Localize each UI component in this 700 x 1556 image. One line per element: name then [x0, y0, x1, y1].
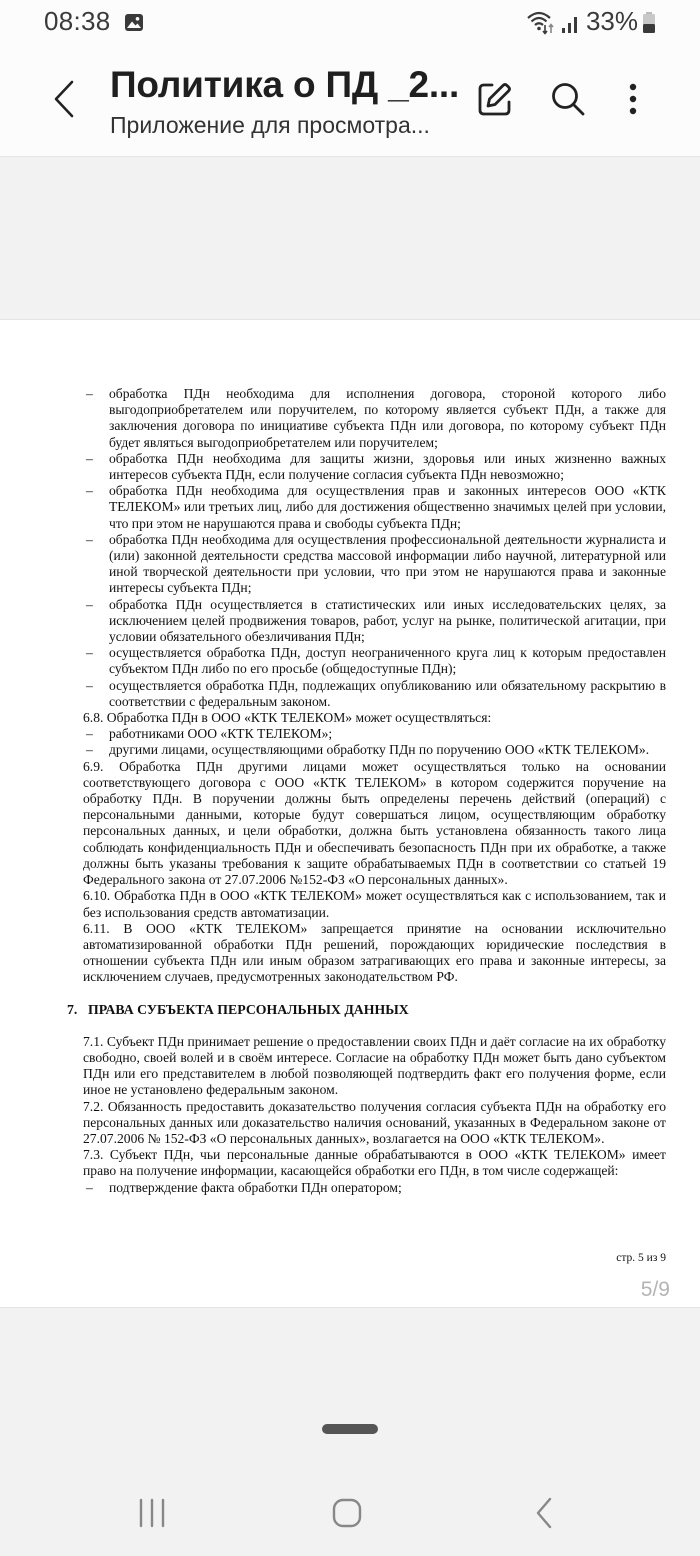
navigation-bar	[0, 1470, 700, 1556]
document-title: Политика о ПД _2...	[110, 64, 460, 105]
list-item: – обработка ПДн необходима для защиты жизни, здоровья или иных жизненно важных интересов субъекта ПДн, если получение согласия субъекта ПДн невозможно;	[86, 450, 666, 483]
section-heading: 7. ПРАВА СУБЪЕКТА ПЕРСОНАЛЬНЫХ ДАННЫХ	[67, 1001, 409, 1017]
home-button[interactable]	[317, 1490, 377, 1536]
numbered-paragraph-6-10: 6.10. Обработка ПДн в ООО «КТК ТЕЛЕКОМ» может осуществляться как с использованием, так и без использования средств автоматизации.	[83, 888, 666, 920]
numbered-paragraph-6-9: 6.9. Обработка ПДн другими лицами может осуществляться только на основании соответствующего договора с ООО «КТК ТЕЛЕКОМ» в котором содержится поручение на обработку ПДн. В поручении должны быть определены перечень действий (операций) с персональными данными, которые будут совершаться лицом, осуществляющим обработку персональных данных, и цели обработки, должна быть установлена обязанность такого лица соблюдать конфиденциальность ПДн и обеспечивать безопасность ПДн при их обработке, а также должны быть указаны требования к защите обрабатываемых ПДн в соответствии со статьей 19 Федерального закона от 27.07.2006 №152-ФЗ «О персональных данных».	[83, 758, 666, 888]
status-time: 08:38	[44, 6, 111, 36]
edit-button[interactable]	[474, 78, 516, 120]
back-icon	[52, 79, 76, 119]
list-item: – обработка ПДн необходима для осуществления профессиональной деятельности журналиста и (или) законной деятельности средства массовой информации либо научной, литературной или иной творческой деятельности при условии, что при этом не нарушаются права и законные интересы субъекта ПДн;	[86, 531, 666, 596]
numbered-paragraph-7-2: 7.2. Обязанность предоставить доказательство получения согласия субъекта ПДн на обработку его персональных данных или доказательство наличия оснований, указанных в Федеральном законе от 27.07.2006 № 152-ФЗ «О персональных данных», возлагается на ООО «КТК ТЕЛЕКОМ».	[83, 1098, 666, 1146]
gallery-notification-icon	[124, 13, 144, 32]
recent-apps-button[interactable]	[122, 1490, 182, 1536]
list-item: – другими лицами, осуществляющими обработку ПДн по поручению ООО «КТК ТЕЛЕКОМ».	[86, 742, 650, 758]
app-subtitle: Приложение для просмотра...	[110, 112, 430, 138]
numbered-paragraph-6-8: 6.8. Обработка ПДн в ООО «КТК ТЕЛЕКОМ» может осуществляться:	[83, 710, 492, 726]
recent-apps-icon	[137, 1498, 167, 1528]
wifi-icon	[526, 9, 556, 35]
scroll-handle[interactable]	[322, 1424, 378, 1434]
battery-icon	[642, 9, 656, 35]
home-icon	[331, 1497, 363, 1529]
app-header	[0, 48, 700, 157]
more-options-button[interactable]	[612, 78, 654, 120]
list-item: – осуществляется обработка ПДн, подлежащих опубликованию или обязательному раскрытию в соответствии с федеральным законом.	[86, 677, 666, 709]
numbered-paragraph-7-3: 7.3. Субъект ПДн, чьи персональные данные обрабатываются в ООО «КТК ТЕЛЕКОМ» имеет право на получение информации, касающейся обработки его ПДн, в том числе содержащей:	[83, 1147, 666, 1179]
page-content	[0, 386, 700, 1196]
nav-back-button[interactable]	[514, 1490, 574, 1536]
page-footer: стр. 5 из 9	[616, 1252, 666, 1264]
list-item: – осуществляется обработка ПДн, доступ неограниченного круга лиц к которым предоставлен субъектом ПДн либо по его просьбе (общедоступные ПДн);	[86, 645, 666, 677]
numbered-paragraph-6-11: 6.11. В ООО «КТК ТЕЛЕКОМ» запрещается принятие на основании исключительно автоматизированной обработки ПДн решений, порождающих юридические последствия в отношении субъекта ПДн или иным образом затрагивающих его права и законные интересы, за исключением случаев, предусмотренных законодательством РФ.	[83, 920, 666, 985]
search-icon	[550, 81, 586, 117]
list-item: – подтверждение факта обработки ПДн оператором;	[86, 1179, 402, 1195]
list-item: – обработка ПДн необходима для исполнения договора, стороной которого либо выгодоприобретателем или поручителем, по которому является субъект ПДн, а также для заключения договора по инициативе субъекта ПДн или договора, по которому субъект ПДн будет являться выгодоприобретателем или поручителем;	[86, 386, 666, 450]
status-bar	[0, 0, 700, 48]
back-button[interactable]	[44, 76, 84, 122]
more-options-icon	[628, 81, 638, 117]
page-counter: 5/9	[640, 1278, 670, 1301]
signal-icon	[560, 9, 582, 35]
document-viewer[interactable]	[0, 158, 700, 1398]
search-button[interactable]	[547, 78, 589, 120]
list-item: – обработка ПДн необходима для осуществления прав и законных интересов ООО «КТК ТЕЛЕКОМ» или третьих лиц, либо для достижения общественно значимых целей при условии, что при этом не нарушаются права и свободы субъекта ПДн;	[86, 483, 666, 531]
edit-icon	[477, 81, 513, 117]
list-item: – работниками ООО «КТК ТЕЛЕКОМ»;	[86, 726, 333, 742]
document-page[interactable]	[0, 319, 700, 1308]
numbered-paragraph-7-1: 7.1. Субъект ПДн принимает решение о предоставлении своих ПДн и даёт согласие на их обработку свободно, своей волей и в своём интересе. Согласие на обработку ПДн может быть дано субъектом ПДн или его представителем в любой позволяющей подтвердить факт его получения форме, если иное не установлено федеральным законом.	[83, 1033, 666, 1098]
list-item: – обработка ПДн осуществляется в статистических или иных исследовательских целях, за исключением целей продвижения товаров, работ, услуг на рынке, политической агитации, при условии обязательного обезличивания ПДн;	[86, 596, 666, 645]
nav-back-icon	[534, 1497, 554, 1529]
battery-percent: 33%	[585, 6, 638, 36]
status-indicators	[526, 6, 656, 37]
